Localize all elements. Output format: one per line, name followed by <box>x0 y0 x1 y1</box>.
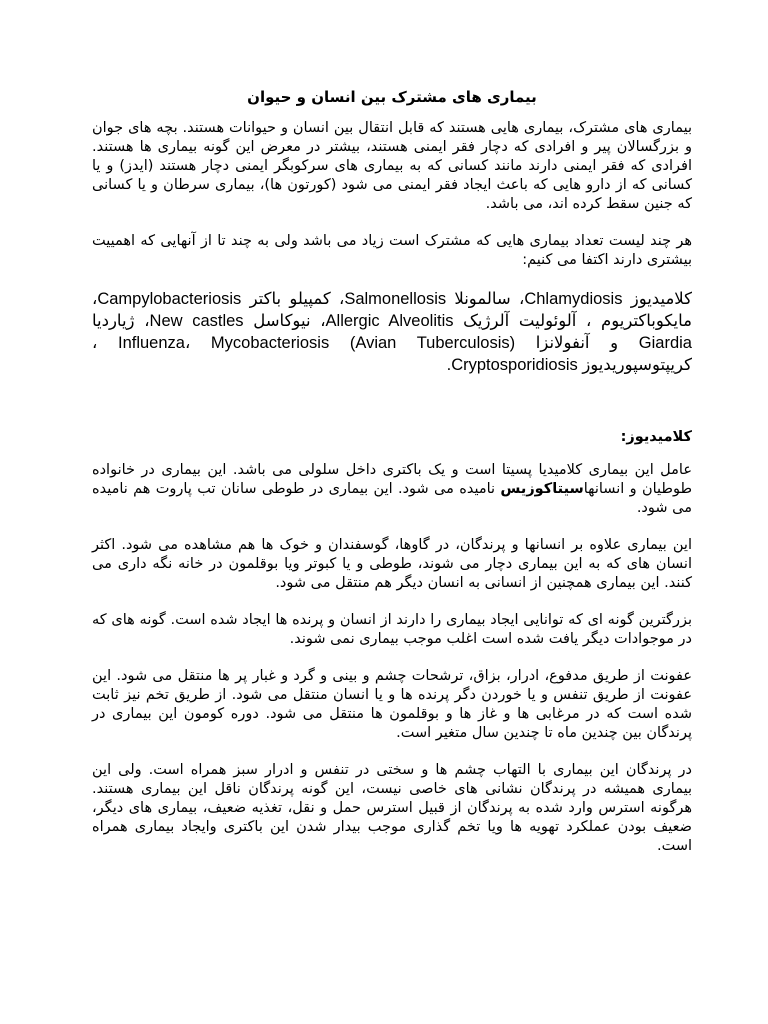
intro-paragraph-2: هر چند لیست تعداد بیماری هایی که مشترک است زیاد می باشد ولی به چند تا از آنهایی که اهمییت بیشتری دارند اکتفا می کنیم: <box>92 233 692 268</box>
psittacosis-term: سیتاکوزیس <box>500 481 584 497</box>
section-paragraph-1-text-a: عامل این بیماری کلامیدیا پسیتا است و یک باکتری داخل سلولی می باشد. این بیماری در خانواده طوطیان و انسانها <box>92 462 693 497</box>
diseases-list: کلامیدیوز Chlamydiosis، سالمونلا Salmonellosis، کمپیلو باکتر Campylobacteriosis، مایکوباکتریوم ، آلوئولیت آلرژیک Allergic Alveolitis، نیوکاسل New castles، ژیاردیا Giardia و آنفولانزا Influenza، Mycobacteriosis (Avian Tuberculosis) ، کریپتوسپوریدیوز Cryptosporidiosis. <box>92 290 692 374</box>
section-paragraph-2: این بیماری علاوه بر انسانها و پرندگان، در گاوها، گوسفندان و خوک ها هم مشاهده می شود. اکثر انسان های که به این بیماری دچار می شوند، طوطی و یا کبوتر ویا بوقلمون در خانه نگه داری می کنند. این بیماری همچنین از انسانی به انسان دیگر هم منتقل می شود. <box>92 537 692 591</box>
section-paragraph-1-text-b: نامیده می شود. این بیماری در طوطی سانان تب پاروت هم نامیده می شود. <box>92 481 692 516</box>
section-heading: کلامیدیوز: <box>620 429 692 445</box>
section-paragraph-3: بزرگترین گونه ای که توانایی ایجاد بیماری را دارند از انسان و پرنده ها ایجاد شده است. گونه های که در موجوادات دیگر یافت شده است اغلب موجب بیماری نمی شوند. <box>92 612 692 647</box>
section-paragraph-5: در پرندگان این بیماری با التهاب چشم ها و سختی در تنفس و ادرار سبز همراه است. ولی این بیماری همیشه در پرندگان نشانی های خاصی نیست، این گونه پرندگان ناقل این بیماری هستند. هرگونه استرس وارد شده به پرندگان از قبیل استرس حمل و نقل، تغذیه ضعیف، بیماری های دیگر، ضعیف بودن عملکرد تهویه ها ویا تخم گذاری موجب بیدار شدن این باکتری وایجاد بیماری همراه است. <box>92 762 692 854</box>
document-title: بیماری های مشترک بین انسان و حیوان <box>247 88 537 106</box>
document-page <box>92 88 692 874</box>
section-paragraph-1 <box>92 461 692 518</box>
intro-paragraph-1: بیماری های مشترک، بیماری هایی هستند که قابل انتقال بین انسان و حیوانات هستند. بچه های جوان و بزرگسالان پیر و افرادی که دچار فقر ایمنی هستند، بیشتر در معرض این گونه بیماری ها هستند. افرادی که فقر ایمنی دارند مانند کسانی که به بیماری های سرکوبگر ایمنی دچار هستند (ایدز) و یا کسانی که از دارو هایی که باعث ایجاد فقر ایمنی می شود (کورتون ها)، بیماری سرطان و یا کسانی که جنین سقط کرده اند، می باشد. <box>92 120 692 212</box>
section-paragraph-4: عفونت از طریق مدفوع، ادرار، بزاق، ترشحات چشم و بینی و گرد و غبار پر ها منتقل می شود. این عفونت از طریق تنفس و یا خوردن دگر پرنده ها و یا انسان منتقل می شود. از طریق تخم نیز ثابت شده است که در مرغابی ها و غاز ها و بوقلمون ها منتقل می شود. دوره کومون این بیماری در پرندگان بین چندین ماه تا چندین سال متغیر است. <box>92 668 692 741</box>
